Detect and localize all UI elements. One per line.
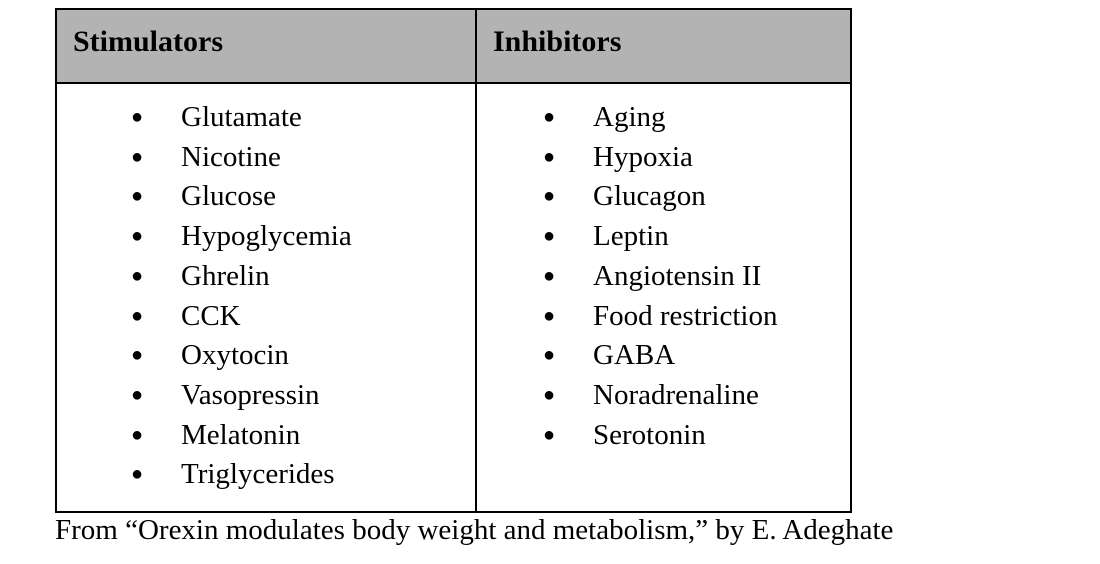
cell-inhibitors [476, 83, 851, 512]
bullet-icon: ● [131, 145, 144, 168]
list-item [477, 336, 850, 376]
list-item-label: Hypoxia [593, 140, 693, 173]
bullet-icon: ● [131, 463, 144, 486]
list-item-label: Triglycerides [181, 458, 335, 491]
list-item [57, 257, 475, 297]
bullet-icon: ● [131, 185, 144, 208]
list-item-label: Food restriction [593, 299, 778, 332]
list-item [477, 177, 850, 217]
list-item-label: GABA [593, 339, 676, 372]
bullet-icon: ● [131, 344, 144, 367]
bullet-icon: ● [543, 384, 556, 407]
list-item [57, 416, 475, 456]
list-item-label: Angiotensin II [593, 259, 762, 292]
bullet-icon: ● [543, 423, 556, 446]
list-item [57, 98, 475, 138]
figure-caption: From “Orexin modulates body weight and metabolism,” by E. Adeghate [55, 514, 894, 546]
cell-inhibitors-inner [477, 84, 850, 471]
bullet-icon: ● [543, 106, 556, 128]
list-item [477, 257, 850, 297]
list-item-label: Aging [593, 101, 666, 133]
bullet-icon: ● [131, 264, 144, 287]
stimulators-inhibitors-table [55, 8, 852, 513]
list-item-label: Noradrenaline [593, 379, 759, 412]
list-item [477, 297, 850, 337]
bullet-icon: ● [131, 106, 144, 128]
bullet-icon: ● [131, 384, 144, 407]
list-item-label: Oxytocin [181, 339, 289, 372]
list-item [57, 336, 475, 376]
list-item-label: Hypoglycemia [181, 220, 352, 253]
bullet-icon: ● [131, 304, 144, 327]
list-item [477, 217, 850, 257]
list-item [57, 177, 475, 217]
bullet-icon: ● [543, 304, 556, 327]
list-item-label: Nicotine [181, 140, 281, 173]
list-item-label: CCK [181, 299, 241, 332]
bullet-icon: ● [543, 264, 556, 287]
stimulators-inhibitors-table-wrapper [55, 8, 850, 513]
list-item [477, 138, 850, 178]
column-header-stimulators: Stimulators [56, 9, 476, 83]
bullet-icon: ● [543, 185, 556, 208]
inhibitors-list [477, 98, 850, 455]
cell-stimulators-inner [57, 84, 475, 511]
list-item [57, 297, 475, 337]
table-header-row [56, 9, 851, 83]
bullet-icon: ● [543, 344, 556, 367]
list-item [57, 376, 475, 416]
list-item-label: Glucagon [593, 180, 706, 213]
list-item-label: Melatonin [181, 418, 301, 451]
bullet-icon: ● [131, 225, 144, 248]
table-body-row [56, 83, 851, 512]
list-item-label: Glucose [181, 180, 277, 213]
bullet-icon: ● [131, 423, 144, 446]
list-item [57, 455, 475, 495]
list-item-label: Glutamate [181, 101, 302, 133]
list-item-label: Vasopressin [181, 379, 320, 412]
list-item [477, 98, 850, 138]
list-item [57, 217, 475, 257]
column-header-inhibitors: Inhibitors [476, 9, 851, 83]
bullet-icon: ● [543, 225, 556, 248]
stimulators-list [57, 98, 475, 495]
cell-stimulators [56, 83, 476, 512]
list-item [57, 138, 475, 178]
list-item-label: Leptin [593, 220, 669, 253]
list-item [477, 416, 850, 456]
list-item-label: Serotonin [593, 418, 706, 451]
list-item [477, 376, 850, 416]
list-item-label: Ghrelin [181, 259, 270, 292]
bullet-icon: ● [543, 145, 556, 168]
